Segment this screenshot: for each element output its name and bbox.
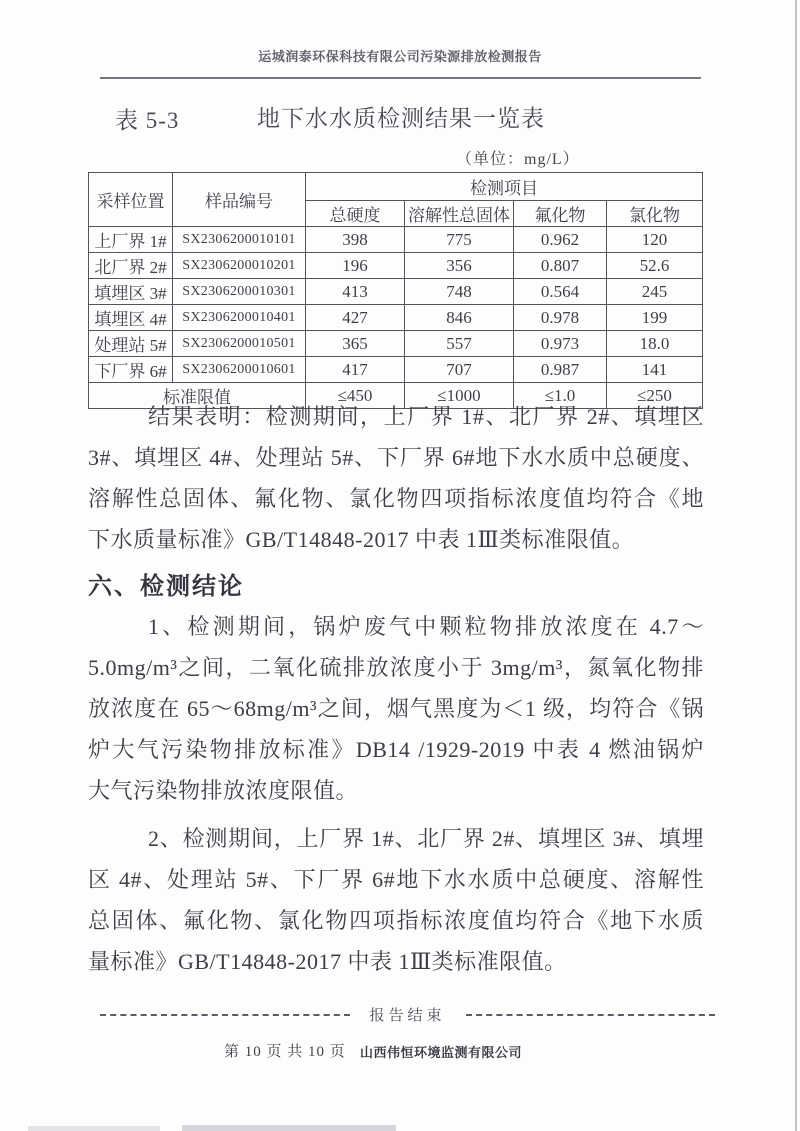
cell-value: 0.973 — [514, 331, 607, 357]
col-header-sample-id: 样品编号 — [173, 173, 306, 227]
paragraph-line: 炉大气污染物排放标准》DB14 /1929-2019 中表 4 燃油锅炉 — [88, 737, 704, 762]
paragraph-line: 溶解性总固体、氟化物、氯化物四项指标浓度值均符合《地 — [88, 486, 704, 511]
paragraph-line: 1、检测期间，锅炉废气中颗粒物排放浓度在 4.7～ — [148, 614, 704, 639]
monitoring-company-name: 山西伟恒环境监测有限公司 — [360, 1045, 523, 1060]
cell-value: 365 — [306, 331, 405, 357]
section-heading-conclusion: 六、检测结论 — [88, 574, 244, 600]
cell-location: 北厂界 2# — [89, 253, 173, 279]
cell-value: 141 — [607, 357, 703, 383]
cell-location: 下厂界 6# — [89, 357, 173, 383]
report-running-header: 运城润泰环保科技有限公司污染源排放检测报告 — [258, 49, 542, 64]
paragraph-line: 5.0mg/m³之间，二氧化硫排放浓度小于 3mg/m³，氮氧化物排 — [88, 655, 704, 680]
result-summary-paragraph — [88, 396, 704, 560]
scan-edge-artifact — [795, 0, 797, 1131]
conclusion-paragraph-1 — [88, 606, 704, 811]
paragraph-line: 结果表明：检测期间，上厂界 1#、北厂界 2#、填埋区 — [148, 404, 704, 429]
paragraph-line: 总固体、氟化物、氯化物四项指标浓度值均符合《地下水质 — [88, 908, 704, 933]
limit-value: ≤450 — [306, 383, 405, 409]
table-row — [89, 253, 703, 279]
divider-dashes-right — [466, 1014, 716, 1016]
cell-value: 0.987 — [514, 357, 607, 383]
cell-sample-id: SX2306200010201 — [173, 253, 306, 279]
report-end-divider — [100, 1004, 715, 1025]
cell-value: 775 — [405, 227, 514, 253]
cell-value: 748 — [405, 279, 514, 305]
paragraph-line: 区 4#、处理站 5#、下厂界 6#地下水水质中总硬度、溶解性 — [88, 867, 704, 892]
limit-value: ≤1000 — [405, 383, 514, 409]
limit-label: 标准限值 — [89, 383, 306, 409]
cell-sample-id: SX2306200010601 — [173, 357, 306, 383]
cell-value: 52.6 — [607, 253, 703, 279]
cell-value: 846 — [405, 305, 514, 331]
table-row — [89, 331, 703, 357]
cell-sample-id: SX2306200010501 — [173, 331, 306, 357]
cell-value: 0.807 — [514, 253, 607, 279]
paragraph-line: 3#、填埋区 4#、处理站 5#、下厂界 6#地下水水质中总硬度、 — [88, 445, 704, 470]
table-row — [89, 279, 703, 305]
header-rule — [100, 77, 701, 79]
cell-value: 120 — [607, 227, 703, 253]
cell-value: 398 — [306, 227, 405, 253]
table-title: 地下水水质检测结果一览表 — [257, 106, 545, 131]
cell-value: 0.978 — [514, 305, 607, 331]
paragraph-line: 下水质量标准》GB/T14848-2017 中表 1Ⅲ类标准限值。 — [88, 527, 635, 552]
cell-sample-id: SX2306200010101 — [173, 227, 306, 253]
limit-value: ≤250 — [607, 383, 703, 409]
table-row — [89, 305, 703, 331]
cell-value: 0.564 — [514, 279, 607, 305]
paragraph-line: 放浓度在 65～68mg/m³之间，烟气黑度为＜1 级，均符合《锅 — [88, 696, 704, 721]
cell-value: 245 — [607, 279, 703, 305]
cell-location: 上厂界 1# — [89, 227, 173, 253]
cell-location: 填埋区 3# — [89, 279, 173, 305]
report-end-label: 报告结束 — [369, 1008, 446, 1024]
paragraph-line: 2、检测期间，上厂界 1#、北厂界 2#、填埋区 3#、填埋 — [148, 826, 704, 851]
cell-value: 18.0 — [607, 331, 703, 357]
cell-value: 427 — [306, 305, 405, 331]
col-header-location: 采样位置 — [89, 173, 173, 227]
cell-sample-id: SX2306200010301 — [173, 279, 306, 305]
cell-value: 707 — [405, 357, 514, 383]
paragraph-line: 量标准》GB/T14848-2017 中表 1Ⅲ类标准限值。 — [88, 949, 567, 974]
limit-value: ≤1.0 — [514, 383, 607, 409]
table-label: 表 5-3 — [115, 108, 180, 133]
cell-value: 557 — [405, 331, 514, 357]
cell-value: 413 — [306, 279, 405, 305]
cell-value: 356 — [405, 253, 514, 279]
cell-value: 417 — [306, 357, 405, 383]
divider-dashes-left — [100, 1014, 350, 1016]
col-header-fluoride: 氟化物 — [514, 201, 607, 227]
scan-smudge-artifact — [28, 1126, 160, 1131]
cell-value: 0.962 — [514, 227, 607, 253]
unit-note: （单位：mg/L） — [456, 151, 580, 168]
paragraph-line: 大气污染物排放浓度限值。 — [88, 778, 359, 803]
page-number: 第 10 页 共 10 页 — [224, 1044, 346, 1060]
groundwater-results-table — [88, 172, 703, 409]
cell-value: 199 — [607, 305, 703, 331]
table-row — [89, 227, 703, 253]
col-header-detection-group: 检测项目 — [306, 173, 703, 201]
col-header-total-hardness: 总硬度 — [306, 201, 405, 227]
cell-location: 填埋区 4# — [89, 305, 173, 331]
table-header-row — [89, 173, 703, 201]
table-row — [89, 357, 703, 383]
scan-smudge-artifact — [182, 1125, 396, 1131]
cell-sample-id: SX2306200010401 — [173, 305, 306, 331]
col-header-tds: 溶解性总固体 — [405, 201, 514, 227]
conclusion-paragraph-2 — [88, 818, 704, 982]
cell-value: 196 — [306, 253, 405, 279]
col-header-chloride: 氯化物 — [607, 201, 703, 227]
cell-location: 处理站 5# — [89, 331, 173, 357]
